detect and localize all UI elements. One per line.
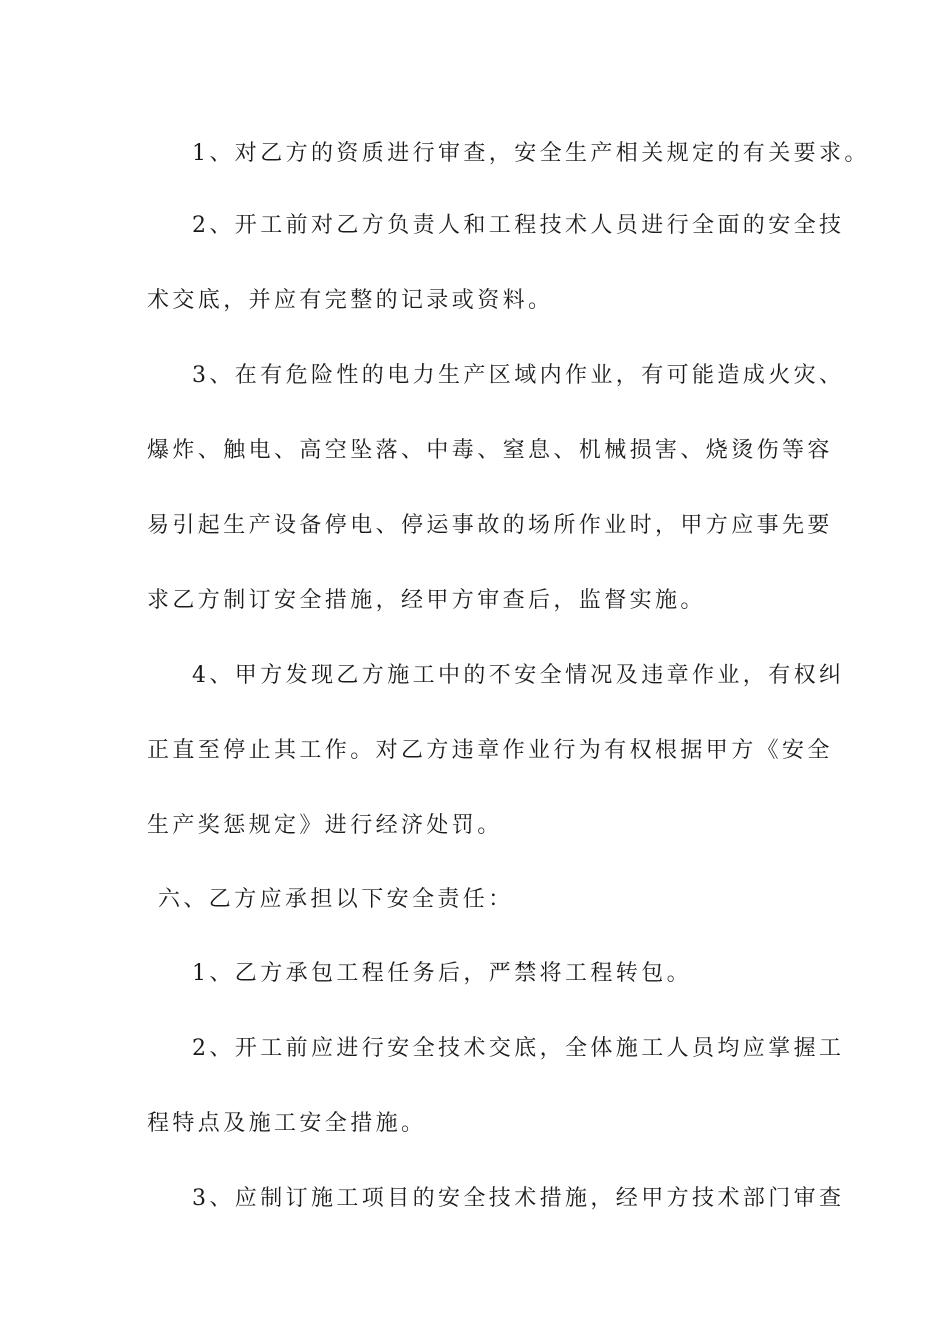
text-line: 2、开工前对乙方负责人和工程技术人员进行全面的安全技 (192, 213, 845, 238)
section-heading: 六、乙方应承担以下安全责任： (158, 887, 514, 912)
text-line: 3、在有危险性的电力生产区域内作业，有可能造成火灾、 (192, 363, 845, 388)
text-line: 2、开工前应进行安全技术交底，全体施工人员均应掌握工 (192, 1036, 845, 1061)
text-line: 4、甲方发现乙方施工中的不安全情况及违章作业，有权纠 (192, 663, 845, 688)
text-line: 求乙方制订安全措施，经甲方审查后，监督实施。 (147, 588, 706, 613)
text-line: 正直至停止其工作。对乙方违章作业行为有权根据甲方《安全 (147, 738, 833, 763)
text-line: 程特点及施工安全措施。 (147, 1111, 427, 1136)
text-line: 生产奖惩规定》进行经济处罚。 (147, 813, 503, 838)
text-line: 3、应制订施工项目的安全技术措施，经甲方技术部门审查 (192, 1186, 845, 1211)
text-line: 1、乙方承包工程任务后，严禁将工程转包。 (192, 961, 692, 986)
text-line: 术交底，并应有完整的记录或资料。 (147, 288, 554, 313)
text-line: 1、对乙方的资质进行审查，安全生产相关规定的有关要求。 (192, 141, 870, 166)
text-line: 易引起生产设备停电、停运事故的场所作业时，甲方应事先要 (147, 513, 833, 538)
text-line: 爆炸、触电、高空坠落、中毒、窒息、机械损害、烧烫伤等容 (147, 438, 833, 463)
